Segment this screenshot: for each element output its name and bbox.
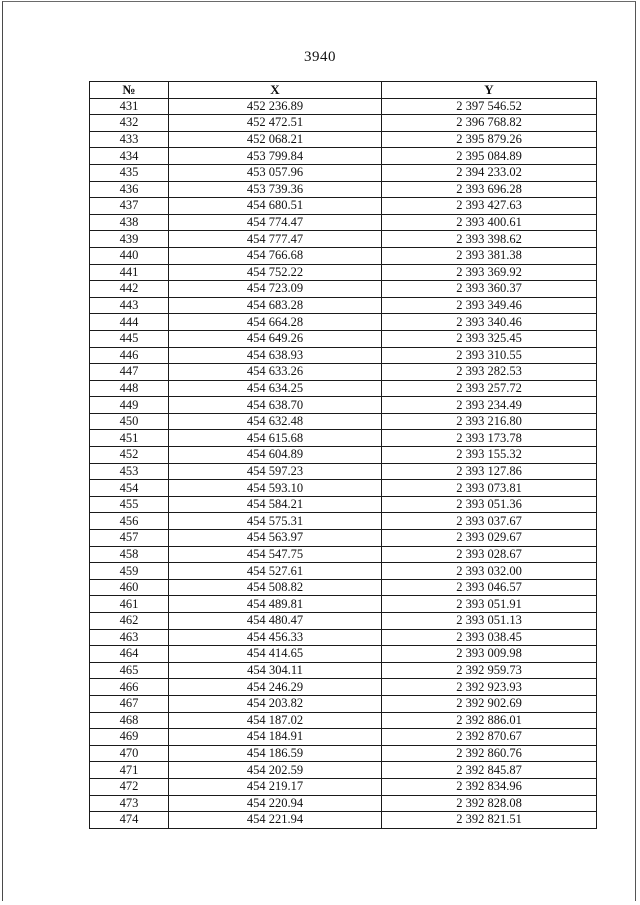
cell-x: 454 489.81 — [169, 596, 382, 613]
cell-x: 454 508.82 — [169, 579, 382, 596]
cell-x: 454 575.31 — [169, 513, 382, 530]
cell-y: 2 393 427.63 — [382, 198, 597, 215]
cell-y: 2 392 834.96 — [382, 778, 597, 795]
cell-y: 2 397 546.52 — [382, 98, 597, 115]
table-row — [90, 563, 597, 580]
cell-x: 454 527.61 — [169, 563, 382, 580]
table-row — [90, 496, 597, 513]
cell-x: 452 472.51 — [169, 115, 382, 132]
table-row — [90, 513, 597, 530]
cell-x: 453 057.96 — [169, 164, 382, 181]
cell-y: 2 393 051.91 — [382, 596, 597, 613]
cell-number: 435 — [90, 164, 169, 181]
table-row — [90, 745, 597, 762]
cell-x: 454 597.23 — [169, 463, 382, 480]
table-row — [90, 695, 597, 712]
cell-number: 442 — [90, 281, 169, 298]
table-row — [90, 679, 597, 696]
cell-y: 2 396 768.82 — [382, 115, 597, 132]
cell-y: 2 395 879.26 — [382, 131, 597, 148]
cell-y: 2 393 009.98 — [382, 646, 597, 663]
cell-x: 453 739.36 — [169, 181, 382, 198]
cell-x: 454 186.59 — [169, 745, 382, 762]
cell-y: 2 393 369.92 — [382, 264, 597, 281]
cell-number: 450 — [90, 413, 169, 430]
cell-x: 454 752.22 — [169, 264, 382, 281]
cell-number: 434 — [90, 148, 169, 165]
coordinates-table — [89, 81, 597, 829]
cell-y: 2 393 381.38 — [382, 247, 597, 264]
cell-number: 432 — [90, 115, 169, 132]
cell-y: 2 393 046.57 — [382, 579, 597, 596]
cell-number: 467 — [90, 695, 169, 712]
cell-number: 474 — [90, 812, 169, 829]
cell-y: 2 393 696.28 — [382, 181, 597, 198]
table-row — [90, 281, 597, 298]
header-y: Y — [382, 82, 597, 99]
table-row — [90, 181, 597, 198]
cell-y: 2 392 902.69 — [382, 695, 597, 712]
table-row — [90, 662, 597, 679]
cell-number: 449 — [90, 397, 169, 414]
cell-number: 443 — [90, 297, 169, 314]
cell-number: 462 — [90, 613, 169, 630]
cell-x: 454 649.26 — [169, 330, 382, 347]
cell-number: 460 — [90, 579, 169, 596]
cell-y: 2 392 845.87 — [382, 762, 597, 779]
table-row — [90, 131, 597, 148]
cell-y: 2 393 051.36 — [382, 496, 597, 513]
cell-number: 465 — [90, 662, 169, 679]
cell-number: 452 — [90, 447, 169, 464]
table-row — [90, 712, 597, 729]
cell-x: 453 799.84 — [169, 148, 382, 165]
cell-number: 461 — [90, 596, 169, 613]
table-row — [90, 778, 597, 795]
table-row — [90, 795, 597, 812]
cell-y: 2 395 084.89 — [382, 148, 597, 165]
cell-y: 2 393 325.45 — [382, 330, 597, 347]
cell-y: 2 393 340.46 — [382, 314, 597, 331]
table-row — [90, 447, 597, 464]
cell-y: 2 393 310.55 — [382, 347, 597, 364]
cell-x: 454 219.17 — [169, 778, 382, 795]
cell-y: 2 393 216.80 — [382, 413, 597, 430]
table-row — [90, 314, 597, 331]
cell-x: 454 480.47 — [169, 613, 382, 630]
cell-x: 454 615.68 — [169, 430, 382, 447]
cell-x: 454 202.59 — [169, 762, 382, 779]
cell-y: 2 393 038.45 — [382, 629, 597, 646]
cell-y: 2 392 870.67 — [382, 729, 597, 746]
page-number: 3940 — [304, 49, 336, 65]
cell-number: 466 — [90, 679, 169, 696]
cell-number: 454 — [90, 480, 169, 497]
cell-number: 433 — [90, 131, 169, 148]
cell-x: 454 638.70 — [169, 397, 382, 414]
table-row — [90, 164, 597, 181]
cell-y: 2 393 051.13 — [382, 613, 597, 630]
cell-x: 454 634.25 — [169, 380, 382, 397]
cell-number: 468 — [90, 712, 169, 729]
table-row — [90, 231, 597, 248]
cell-number: 451 — [90, 430, 169, 447]
table-row — [90, 546, 597, 563]
cell-y: 2 393 155.32 — [382, 447, 597, 464]
table-row — [90, 812, 597, 829]
cell-number: 445 — [90, 330, 169, 347]
table-row — [90, 297, 597, 314]
cell-x: 454 593.10 — [169, 480, 382, 497]
cell-x: 454 680.51 — [169, 198, 382, 215]
cell-x: 454 584.21 — [169, 496, 382, 513]
cell-number: 437 — [90, 198, 169, 215]
table-row — [90, 380, 597, 397]
cell-number: 453 — [90, 463, 169, 480]
table-row — [90, 115, 597, 132]
table-row — [90, 98, 597, 115]
table-row — [90, 347, 597, 364]
header-x: X — [169, 82, 382, 99]
cell-x: 454 187.02 — [169, 712, 382, 729]
cell-number: 470 — [90, 745, 169, 762]
cell-x: 454 547.75 — [169, 546, 382, 563]
table-row — [90, 480, 597, 497]
cell-y: 2 393 073.81 — [382, 480, 597, 497]
header-number: № — [90, 82, 169, 99]
cell-x: 454 664.28 — [169, 314, 382, 331]
cell-number: 438 — [90, 214, 169, 231]
cell-x: 454 723.09 — [169, 281, 382, 298]
table-row — [90, 463, 597, 480]
cell-number: 441 — [90, 264, 169, 281]
table-row — [90, 430, 597, 447]
cell-y: 2 392 959.73 — [382, 662, 597, 679]
cell-number: 463 — [90, 629, 169, 646]
cell-x: 454 683.28 — [169, 297, 382, 314]
cell-number: 455 — [90, 496, 169, 513]
cell-number: 473 — [90, 795, 169, 812]
cell-x: 454 220.94 — [169, 795, 382, 812]
cell-x: 454 203.82 — [169, 695, 382, 712]
cell-y: 2 392 821.51 — [382, 812, 597, 829]
cell-x: 454 633.26 — [169, 364, 382, 381]
cell-y: 2 393 282.53 — [382, 364, 597, 381]
table-body — [90, 98, 597, 828]
table-row — [90, 330, 597, 347]
table-row — [90, 762, 597, 779]
cell-x: 454 304.11 — [169, 662, 382, 679]
table-row — [90, 413, 597, 430]
cell-y: 2 392 860.76 — [382, 745, 597, 762]
cell-x: 454 604.89 — [169, 447, 382, 464]
cell-number: 444 — [90, 314, 169, 331]
cell-number: 436 — [90, 181, 169, 198]
cell-x: 454 221.94 — [169, 812, 382, 829]
cell-y: 2 392 828.08 — [382, 795, 597, 812]
table-row — [90, 198, 597, 215]
cell-y: 2 393 029.67 — [382, 530, 597, 547]
cell-x: 454 777.47 — [169, 231, 382, 248]
cell-y: 2 393 173.78 — [382, 430, 597, 447]
cell-number: 448 — [90, 380, 169, 397]
table-row — [90, 613, 597, 630]
table-row — [90, 596, 597, 613]
cell-number: 464 — [90, 646, 169, 663]
cell-y: 2 393 349.46 — [382, 297, 597, 314]
cell-x: 454 632.48 — [169, 413, 382, 430]
cell-x: 454 638.93 — [169, 347, 382, 364]
cell-y: 2 393 400.61 — [382, 214, 597, 231]
cell-y: 2 393 398.62 — [382, 231, 597, 248]
cell-number: 439 — [90, 231, 169, 248]
table-row — [90, 264, 597, 281]
table-row — [90, 148, 597, 165]
cell-number: 446 — [90, 347, 169, 364]
cell-number: 469 — [90, 729, 169, 746]
table-row — [90, 247, 597, 264]
cell-y: 2 393 028.67 — [382, 546, 597, 563]
cell-x: 454 184.91 — [169, 729, 382, 746]
cell-number: 472 — [90, 778, 169, 795]
table-row — [90, 579, 597, 596]
cell-number: 459 — [90, 563, 169, 580]
cell-y: 2 394 233.02 — [382, 164, 597, 181]
cell-y: 2 393 032.00 — [382, 563, 597, 580]
cell-x: 454 246.29 — [169, 679, 382, 696]
cell-number: 458 — [90, 546, 169, 563]
cell-x: 454 774.47 — [169, 214, 382, 231]
cell-y: 2 393 257.72 — [382, 380, 597, 397]
cell-y: 2 392 923.93 — [382, 679, 597, 696]
cell-number: 471 — [90, 762, 169, 779]
cell-y: 2 393 234.49 — [382, 397, 597, 414]
cell-number: 440 — [90, 247, 169, 264]
cell-x: 454 563.97 — [169, 530, 382, 547]
cell-number: 457 — [90, 530, 169, 547]
table-row — [90, 629, 597, 646]
cell-number: 447 — [90, 364, 169, 381]
cell-x: 454 766.68 — [169, 247, 382, 264]
table-row — [90, 646, 597, 663]
table-row — [90, 364, 597, 381]
cell-x: 452 068.21 — [169, 131, 382, 148]
cell-x: 454 414.65 — [169, 646, 382, 663]
table-header-row — [90, 82, 597, 99]
table-row — [90, 530, 597, 547]
cell-number: 431 — [90, 98, 169, 115]
cell-y: 2 393 127.86 — [382, 463, 597, 480]
cell-number: 456 — [90, 513, 169, 530]
cell-y: 2 393 037.67 — [382, 513, 597, 530]
table-row — [90, 214, 597, 231]
table-row — [90, 397, 597, 414]
table-row — [90, 729, 597, 746]
cell-y: 2 393 360.37 — [382, 281, 597, 298]
cell-x: 454 456.33 — [169, 629, 382, 646]
cell-x: 452 236.89 — [169, 98, 382, 115]
cell-y: 2 392 886.01 — [382, 712, 597, 729]
